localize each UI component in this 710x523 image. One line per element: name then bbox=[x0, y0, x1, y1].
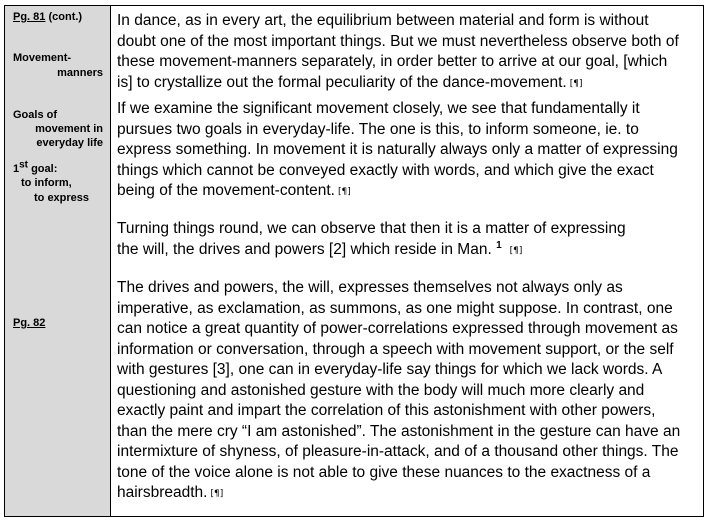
paragraph-mark: [¶] bbox=[338, 187, 351, 197]
text-line: intermixture of shyness, of pleasure-in-attack, and of a thousand other things. The bbox=[117, 443, 679, 460]
text-line: with gestures [3], one can in everyday-life say things for which we lack words. A bbox=[117, 361, 663, 378]
margin-notes-column bbox=[5, 6, 111, 516]
text-line: The drives and powers, the will, expresses themselves not always only as bbox=[117, 279, 623, 296]
paragraph-3 bbox=[117, 219, 701, 261]
note-to-inform: to inform, bbox=[21, 177, 72, 189]
note-goals-line1: Goals of bbox=[13, 109, 58, 121]
text-line: these movement-manners separately, in order better to arrive at our goal, [which bbox=[117, 53, 668, 70]
page-reference-81: Pg. 81 (cont.) bbox=[13, 11, 83, 23]
note-movement-manners-line2: manners bbox=[57, 67, 103, 79]
footnote-marker: 1 bbox=[496, 239, 502, 251]
text-line: doubt one of the most important things. But we must nevertheless observe both of bbox=[117, 32, 679, 50]
document-table bbox=[4, 5, 704, 517]
paragraph-2 bbox=[117, 99, 701, 203]
text-line: is] to crystallize out the formal peculiarity of the dance-movement. bbox=[117, 73, 567, 91]
paragraph-1 bbox=[117, 11, 701, 94]
note-first-goal: 1st goal: bbox=[13, 159, 58, 175]
text-line: If we examine the significant movement closely, we see that fundamentally it bbox=[117, 100, 640, 117]
text-line: Turning things round, we can observe that then it is a matter of expressing bbox=[117, 220, 626, 237]
text-line: In dance, as in every art, the equilibrium between material and form is without bbox=[117, 12, 649, 29]
note-movement-manners-line1: Movement- bbox=[13, 52, 72, 64]
text-line: things which cannot be conveyed exactly with words, and which give the exact bbox=[117, 161, 654, 179]
text-line: being of the movement-content. bbox=[117, 182, 335, 199]
body-text-column bbox=[111, 6, 703, 516]
text-line: hairsbreadth. bbox=[117, 484, 208, 501]
page-reference-82: Pg. 82 bbox=[13, 317, 46, 329]
text-line: express something. In movement it is naturally always only a matter of expressing bbox=[117, 141, 678, 158]
note-to-express: to express bbox=[34, 192, 90, 204]
text-line: tone of the voice alone is not able to give these nuances to the exactness of a bbox=[117, 463, 651, 481]
note-goals-line3: everyday life bbox=[36, 137, 103, 149]
paragraph-mark: [¶] bbox=[210, 489, 224, 499]
text-line: information or conversation, through a speech with movement support, or the self bbox=[117, 340, 674, 358]
note-goals-line2: movement in bbox=[35, 123, 103, 135]
text-line: imperative, as exclamation, as summons, as one might suppose. In contrast, one bbox=[117, 299, 673, 317]
text-line: the will, the drives and powers [2] which reside in Man. bbox=[117, 240, 492, 258]
text-line: than the mere cry “I am astonished”. The astonishment in the gesture can have an bbox=[117, 422, 681, 440]
paragraph-mark: [¶] bbox=[569, 78, 583, 89]
text-line: can notice a great quantity of power-correlations expressed through movement as bbox=[117, 320, 678, 337]
text-line: exactly paint and impart the correlation of this astonishment with other powers, bbox=[117, 402, 656, 419]
text-line: questioning and astonished gesture with the body will much more clearly and bbox=[117, 381, 645, 399]
paragraph-mark: [¶] bbox=[509, 245, 523, 256]
paragraph-4 bbox=[117, 278, 701, 505]
text-line: pursues two goals in everyday-life. The one is this, to inform someone, ie. to bbox=[117, 120, 639, 138]
